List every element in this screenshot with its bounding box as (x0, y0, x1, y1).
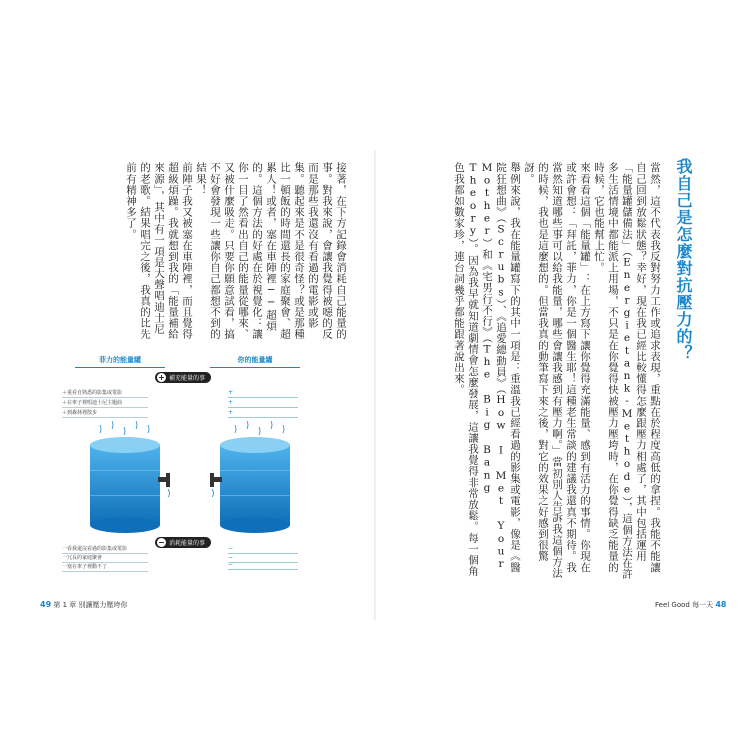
right-folio (655, 600, 726, 610)
folio-chapter-title: 別讓壓力壓垮你 (78, 601, 128, 609)
page-gutter (374, 150, 376, 620)
right-page-body: 當然，這不代表我反對努力工作或追求表現，重點在於程度高低的拿捏。我能不能讓自己回到放鬆狀態？幸好，現在我已經比較懂得怎麼跟壓力相處了，其中包括運用「能量罐儲備法」（Energietank-Methode），這個方法在許多生活情境中都能派上用場，不只是在你覺得快被壓力壓垮時，在你覺得缺乏能量的時候，它也能幫上忙。 來看看這個「能量罐」：在上方寫下讓你覺得充滿能量、感到有活力的事情。你現在或許會想：「拜託，菲力，你是一個醫生耶！這種老生常談的建議我還真不期待。我當然知道哪些事可以給我能量，哪些會讓我感到有壓力啊。」當初別人告訴我這個方法的時候，我也是這麼想的。但當我真的動筆寫下來之後，對它的效果之好感到很驚訝。 舉例來說，我在能量罐寫下的其中一項是：重溫我已經看過的影集或電影，像是《醫院狂想曲》（Scrubs）、《追愛總動員》（How I Met Your Mother）和《宅男行不行》（The Big Bang Theory）。因為我早就知道劇情會怎麼發展，這讓我覺得非常放鬆。每一個角色我都如數家珍，連台詞幾乎都能跟著說出來。 (453, 162, 661, 580)
folio-chapter: 第 1 章 (53, 601, 77, 609)
energy-drops-left (100, 421, 149, 435)
left-drain-item: 一看我還沒看過的影集或電影 (62, 545, 148, 554)
right-add-blank: + (228, 409, 298, 418)
right-drain-blank: − (228, 561, 298, 570)
plus-icon: + (158, 373, 165, 382)
folio-page-number: 48 (715, 600, 727, 609)
left-drain-item: 一塞在車子裡動不了 (62, 563, 148, 572)
right-drain-blank: − (228, 554, 298, 563)
right-drain-blank: − (228, 545, 298, 554)
left-jar-title: 菲力的能量罐 (75, 355, 165, 368)
left-add-item: ＋到森林裡散步 (62, 409, 148, 418)
left-energy-jar (90, 437, 170, 533)
right-add-blank: + (228, 399, 298, 408)
left-page-body: 接著，在下方記錄會消耗自己能量的事。對我來說，會讓我覺得被噁的反而是那些我還沒有看過的電影或影集。聽起來是不是很奇怪？或是那種比一頓飯的時間還長的家庭聚會、超累人！或者，塞在車陣裡──超煩的。這個方法的好處在於視覺化：讓你一目了然看出自己的能量從哪來、又被什麼吸走。只要你願意試看，搞不好會發現一些讓你自己都想不到的結果！ 前陣子我又被塞在車陣裡，而且覺得超級煩躁。我就想到我的「能量補給來源」，其中有一項是大聲唱迪士尼的老歌。結果唱完之後，我真的比先前有精神多了。 (125, 162, 347, 340)
section-heading: 我自己是怎麼對抗壓力的？ (674, 158, 693, 362)
folio-page-number: 49 (40, 600, 52, 609)
add-energy-label: + 補充能量的事 (155, 372, 211, 383)
left-folio (40, 600, 128, 610)
right-add-blank: + (228, 389, 298, 398)
energy-drops-right (235, 421, 284, 435)
left-add-item: ＋在車子裡唱迪士尼主題曲 (62, 399, 148, 408)
left-add-item: ＋重看自熟悉的影集或電影 (62, 389, 148, 398)
right-jar-title: 你的能量罐 (210, 355, 300, 368)
minus-icon: − (158, 538, 165, 547)
folio-book-title: Feel Good 每一天 (655, 601, 714, 609)
left-drain-item: 一冗長的家庭聚會 (62, 554, 148, 563)
energy-jar-figure (60, 355, 300, 570)
right-energy-jar (210, 437, 290, 533)
drain-energy-label: − 消耗能量的事 (155, 537, 211, 548)
